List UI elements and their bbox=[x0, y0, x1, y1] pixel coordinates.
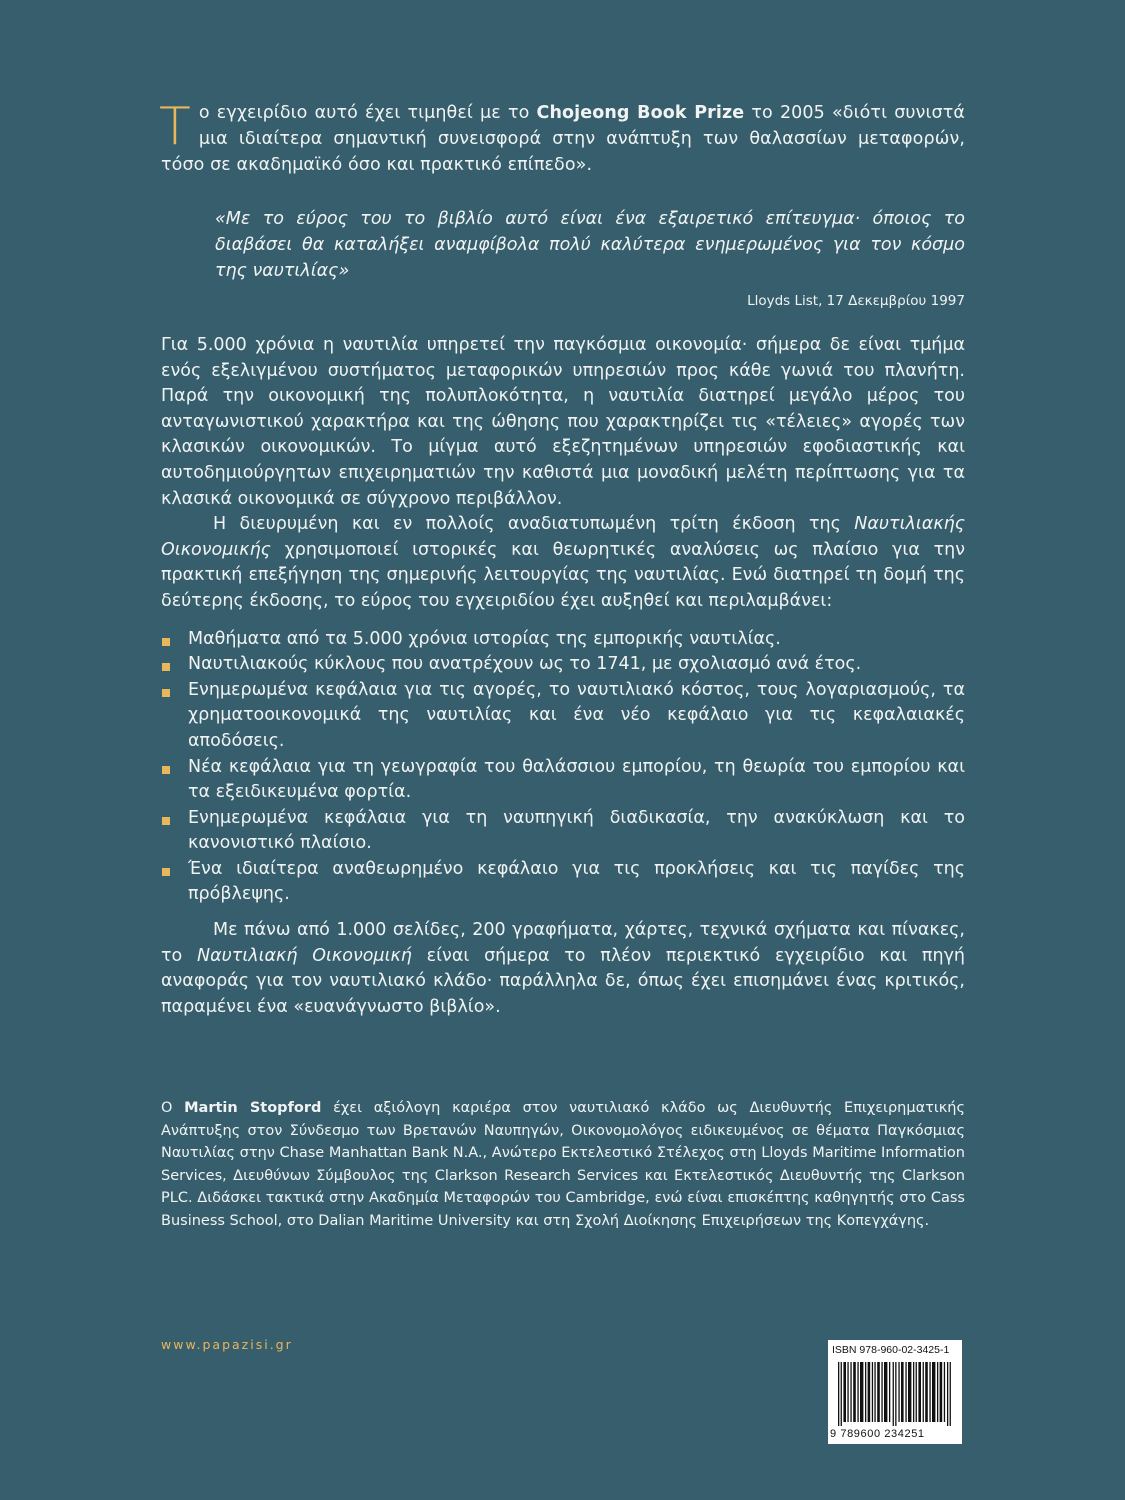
list-item-text: Μαθήματα από τα 5.000 χρόνια ιστορίας της εμπορικής ναυτιλίας. bbox=[188, 628, 781, 649]
bio-paragraph bbox=[161, 1097, 965, 1233]
barcode-icon bbox=[838, 1362, 952, 1426]
para-3-text-b: είναι σήμερα το πλέον περιεκτικό εγχειρίδιο και πηγή αναφοράς για τον ναυτιλιακό κλάδο· παράλληλα δε, όπως έχει επισημάνει ένας κριτικός, παραμένει ένα «ευανάγνωστο βιβλίο». bbox=[161, 945, 966, 1017]
para-2-text-b: χρησιμοποιεί ιστορικές και θεωρητικές αναλύσεις ως πλαίσιο για την πρακτική επεξήγηση της σημερινής λειτουργίας της ναυτιλίας. Ενώ διατηρεί τη δομή της δεύτερης έκδοσης, το εύρος του εγχειριδίου έχει αυξηθεί και περιλαμβάνει: bbox=[161, 539, 965, 611]
bullet-square-icon bbox=[162, 689, 170, 697]
description-body bbox=[161, 333, 965, 1020]
list-item bbox=[161, 857, 965, 908]
body-paragraph-1: Για 5.000 χρόνια η ναυτιλία υπηρετεί την παγκόσμια οικονομία· σήμερα δε είναι τμήμα ενός εξελιγμένου συστήματος μεταφορικών υπηρεσιών προς κάθε γωνιά του πλανήτη. Παρά την οικονομική της πολυπλοκότητα, η ναυτιλία διατηρεί μεγάλο μέρος του ανταγωνιστικού χαρακτήρα και της ώθησης που χαρακτηρίζει τις «τέλειες» αγορές των κλασικών οικονομικών. Το μίγμα αυτό εξεζητημένων υπηρεσιών εφοδιαστικής και αυτοδημιούργητων επιχειρηματιών την καθιστά μια μοναδική μελέτη περίπτωσης για τα κλασικά οικονομικά σε σύγχρονο περιβάλλον. bbox=[161, 335, 965, 509]
para-3-book-title: Ναυτιλιακή Οικονομική bbox=[197, 945, 412, 966]
para-3-text-a: Με πάνω από 1.000 σελίδες, 200 γραφήματα, χάρτες, τεχνικά σχήματα και πίνακες, το bbox=[161, 920, 965, 966]
isbn-label: ISBN 978-960-02-3425-1 bbox=[832, 1344, 950, 1356]
intro-text-1: ο εγχειρίδιο αυτό έχει τιμηθεί με το bbox=[198, 103, 537, 123]
author-bio bbox=[161, 1097, 965, 1233]
bullet-square-icon bbox=[162, 817, 170, 825]
bio-text: έχει αξιόλογη καριέρα στον ναυτιλιακό κλάδο ως Διευθυντής Επιχειρηματικής Ανάπτυξης στον Σύνδεσμο των Βρετανών Ναυπηγών, Οικονομολόγος ειδικευμένος σε θέματα Παγκόσμιας Ναυτιλίας στην Chase Manhattan Bank N.A., Ανώτερο Εκτελεστικό Στέλεχος στη Lloyds Maritime Information Services, Διευθύνων Σύμβουλος της Clarkson Research Services και Εκτελεστικός Διευθυντής της Clarkson PLC. Διδάσκει τακτικά στην Ακαδημία Μεταφορών του Cambridge, ενώ είναι επισκέπτης καθηγητής στο Cass Business School, στο Dalian Maritime University και στη Σχολή Διοίκησης Επιχειρήσεων της Κοπεγχάγης. bbox=[161, 1100, 966, 1229]
list-item bbox=[161, 652, 965, 678]
bullet-square-icon bbox=[162, 638, 170, 646]
barcode-digits: 9 789600 234251 bbox=[830, 1428, 925, 1440]
intro-paragraph bbox=[159, 97, 965, 178]
intro-text-2: το 2005 «διότι συνιστά μια ιδιαίτερα σημαντική συνεισφορά στην ανάπτυξη των θαλασσίων μεταφορών, τόσο σε ακαδημαϊκό όσο και πρακτικό επίπεδο». bbox=[161, 103, 965, 175]
isbn-barcode bbox=[828, 1340, 962, 1444]
prize-name: Chojeong Book Prize bbox=[536, 103, 745, 123]
list-item bbox=[161, 627, 965, 653]
para-2-book-title: Ναυτιλιακής Οικονομικής bbox=[161, 514, 965, 560]
list-item-text: Ένα ιδιαίτερα αναθεωρημένο κεφάλαιο για τις προκλήσεις και τις παγίδες της πρόβλεψης. bbox=[188, 858, 965, 905]
list-item-text: Ενημερωμένα κεφάλαια για τις αγορές, το ναυτιλιακό κόστος, τους λογαριασμούς, τα χρηματοοικονομικά της ναυτιλίας και ένα νέο κεφάλαιο για τις κεφαλαιακές αποδόσεις. bbox=[188, 679, 965, 751]
quote-text: «Με το εύρος του το βιβλίο αυτό είναι ένα εξαιρετικό επίτευγμα· όποιος το διαβάσει θα καταλήξει αναμφίβολα πολύ καλύτερα ενημερωμένος για τον κόσμο της ναυτιλίας» bbox=[215, 209, 965, 281]
bullet-square-icon bbox=[162, 868, 170, 876]
list-item bbox=[161, 755, 965, 806]
quote-source: Lloyds List, 17 Δεκεμβρίου 1997 bbox=[747, 293, 965, 309]
bio-prefix: Ο bbox=[161, 1100, 185, 1116]
review-quote bbox=[215, 206, 965, 314]
feature-list bbox=[161, 627, 965, 909]
body-paragraph-2 bbox=[161, 512, 965, 614]
intro-section bbox=[159, 97, 965, 178]
bullet-square-icon bbox=[162, 766, 170, 774]
list-item-text: Ενημερωμένα κεφάλαια για τη ναυπηγική διαδικασία, την ανακύκλωση και το κανονιστικό πλαίσιο. bbox=[188, 807, 965, 854]
list-item-text: Ναυτιλιακούς κύκλους που ανατρέχουν ως το 1741, με σχολιασμό ανά έτος. bbox=[188, 654, 862, 675]
author-name: Martin Stopford bbox=[184, 1100, 322, 1116]
publisher-website[interactable]: www.papazisi.gr bbox=[161, 1337, 293, 1352]
list-item bbox=[161, 678, 965, 755]
bullet-square-icon bbox=[162, 663, 170, 671]
body-paragraph-3 bbox=[161, 918, 965, 1020]
list-item-text: Νέα κεφάλαια για τη γεωγραφία του θαλάσσιου εμπορίου, τη θεωρία του εμπορίου και τα εξειδικευμένα φορτία. bbox=[188, 756, 965, 803]
list-item bbox=[161, 806, 965, 857]
para-2-text-a: Η διευρυμένη και εν πολλοίς αναδιατυπωμένη τρίτη έκδοση της bbox=[213, 514, 855, 535]
drop-cap: Τ bbox=[159, 97, 191, 157]
